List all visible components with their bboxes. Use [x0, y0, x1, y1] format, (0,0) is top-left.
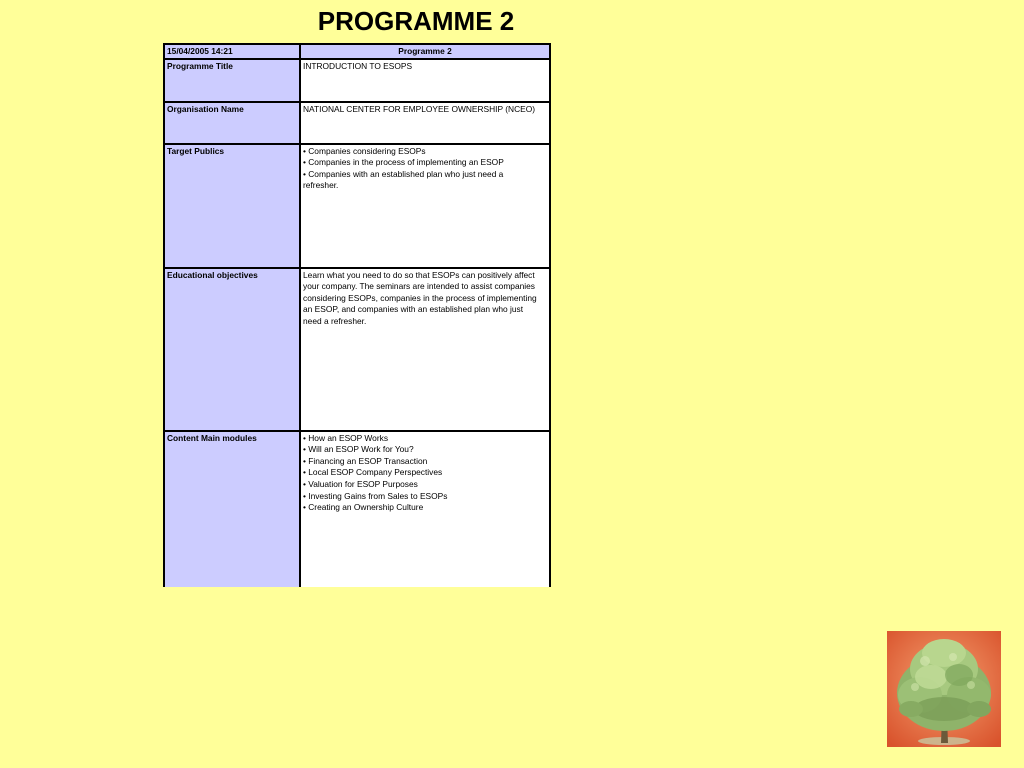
- value-line: refresher.: [303, 180, 339, 191]
- value-line: • Investing Gains from Sales to ESOPs: [303, 490, 448, 501]
- value-line: need a refresher.: [303, 315, 367, 326]
- header-row: [165, 45, 549, 58]
- value-line: an ESOP, and companies with an established plan who just: [303, 304, 524, 315]
- table-row: [165, 269, 549, 430]
- value-line: INTRODUCTION TO ESOPS: [303, 60, 413, 71]
- table-row: [165, 145, 549, 267]
- row-label-content-main-modules: Content Main modules: [165, 432, 299, 587]
- row-value-target-publics: [301, 145, 549, 267]
- programme-sheet: [163, 43, 551, 587]
- value-line: Learn what you need to do so that ESOPs can positively affect: [303, 269, 535, 280]
- value-line: considering ESOPs, companies in the process of implementing: [303, 292, 537, 303]
- table-row: [165, 432, 549, 587]
- value-line: • Will an ESOP Work for You?: [303, 444, 414, 455]
- row-label-organisation-name: Organisation Name: [165, 103, 299, 143]
- table-row: [165, 103, 549, 143]
- tree-icon: [887, 631, 1001, 747]
- row-value-educational-objectives: [301, 269, 549, 430]
- value-line: • Creating an Ownership Culture: [303, 502, 424, 513]
- slide-title: PROGRAMME 2: [317, 6, 515, 36]
- value-line: • How an ESOP Works: [303, 432, 389, 443]
- tree-image: [887, 631, 1001, 747]
- row-label-target-publics: Target Publics: [165, 145, 299, 267]
- value-line: • Local ESOP Company Perspectives: [303, 467, 443, 478]
- column-title-cell: Programme 2: [301, 45, 549, 58]
- row-value-organisation-name: [301, 103, 549, 143]
- row-label-programme-title: Programme Title: [165, 60, 299, 101]
- row-value-content-main-modules: [301, 432, 549, 587]
- value-line: NATIONAL CENTER FOR EMPLOYEE OWNERSHIP (NCEO): [303, 103, 536, 114]
- value-line: • Financing an ESOP Transaction: [303, 455, 428, 466]
- value-line: • Valuation for ESOP Purposes: [303, 478, 418, 489]
- table-row: [165, 60, 549, 101]
- value-line: • Companies in the process of implementing an ESOP: [303, 157, 504, 168]
- timestamp-cell: 15/04/2005 14:21: [165, 45, 299, 58]
- value-line: your company. The seminars are intended to assist companies: [303, 281, 535, 292]
- programme-table: [163, 43, 551, 587]
- row-label-educational-objectives: Educational objectives: [165, 269, 299, 430]
- value-line: • Companies considering ESOPs: [303, 145, 426, 156]
- value-line: • Companies with an established plan who just need a: [303, 168, 504, 179]
- row-value-programme-title: [301, 60, 549, 101]
